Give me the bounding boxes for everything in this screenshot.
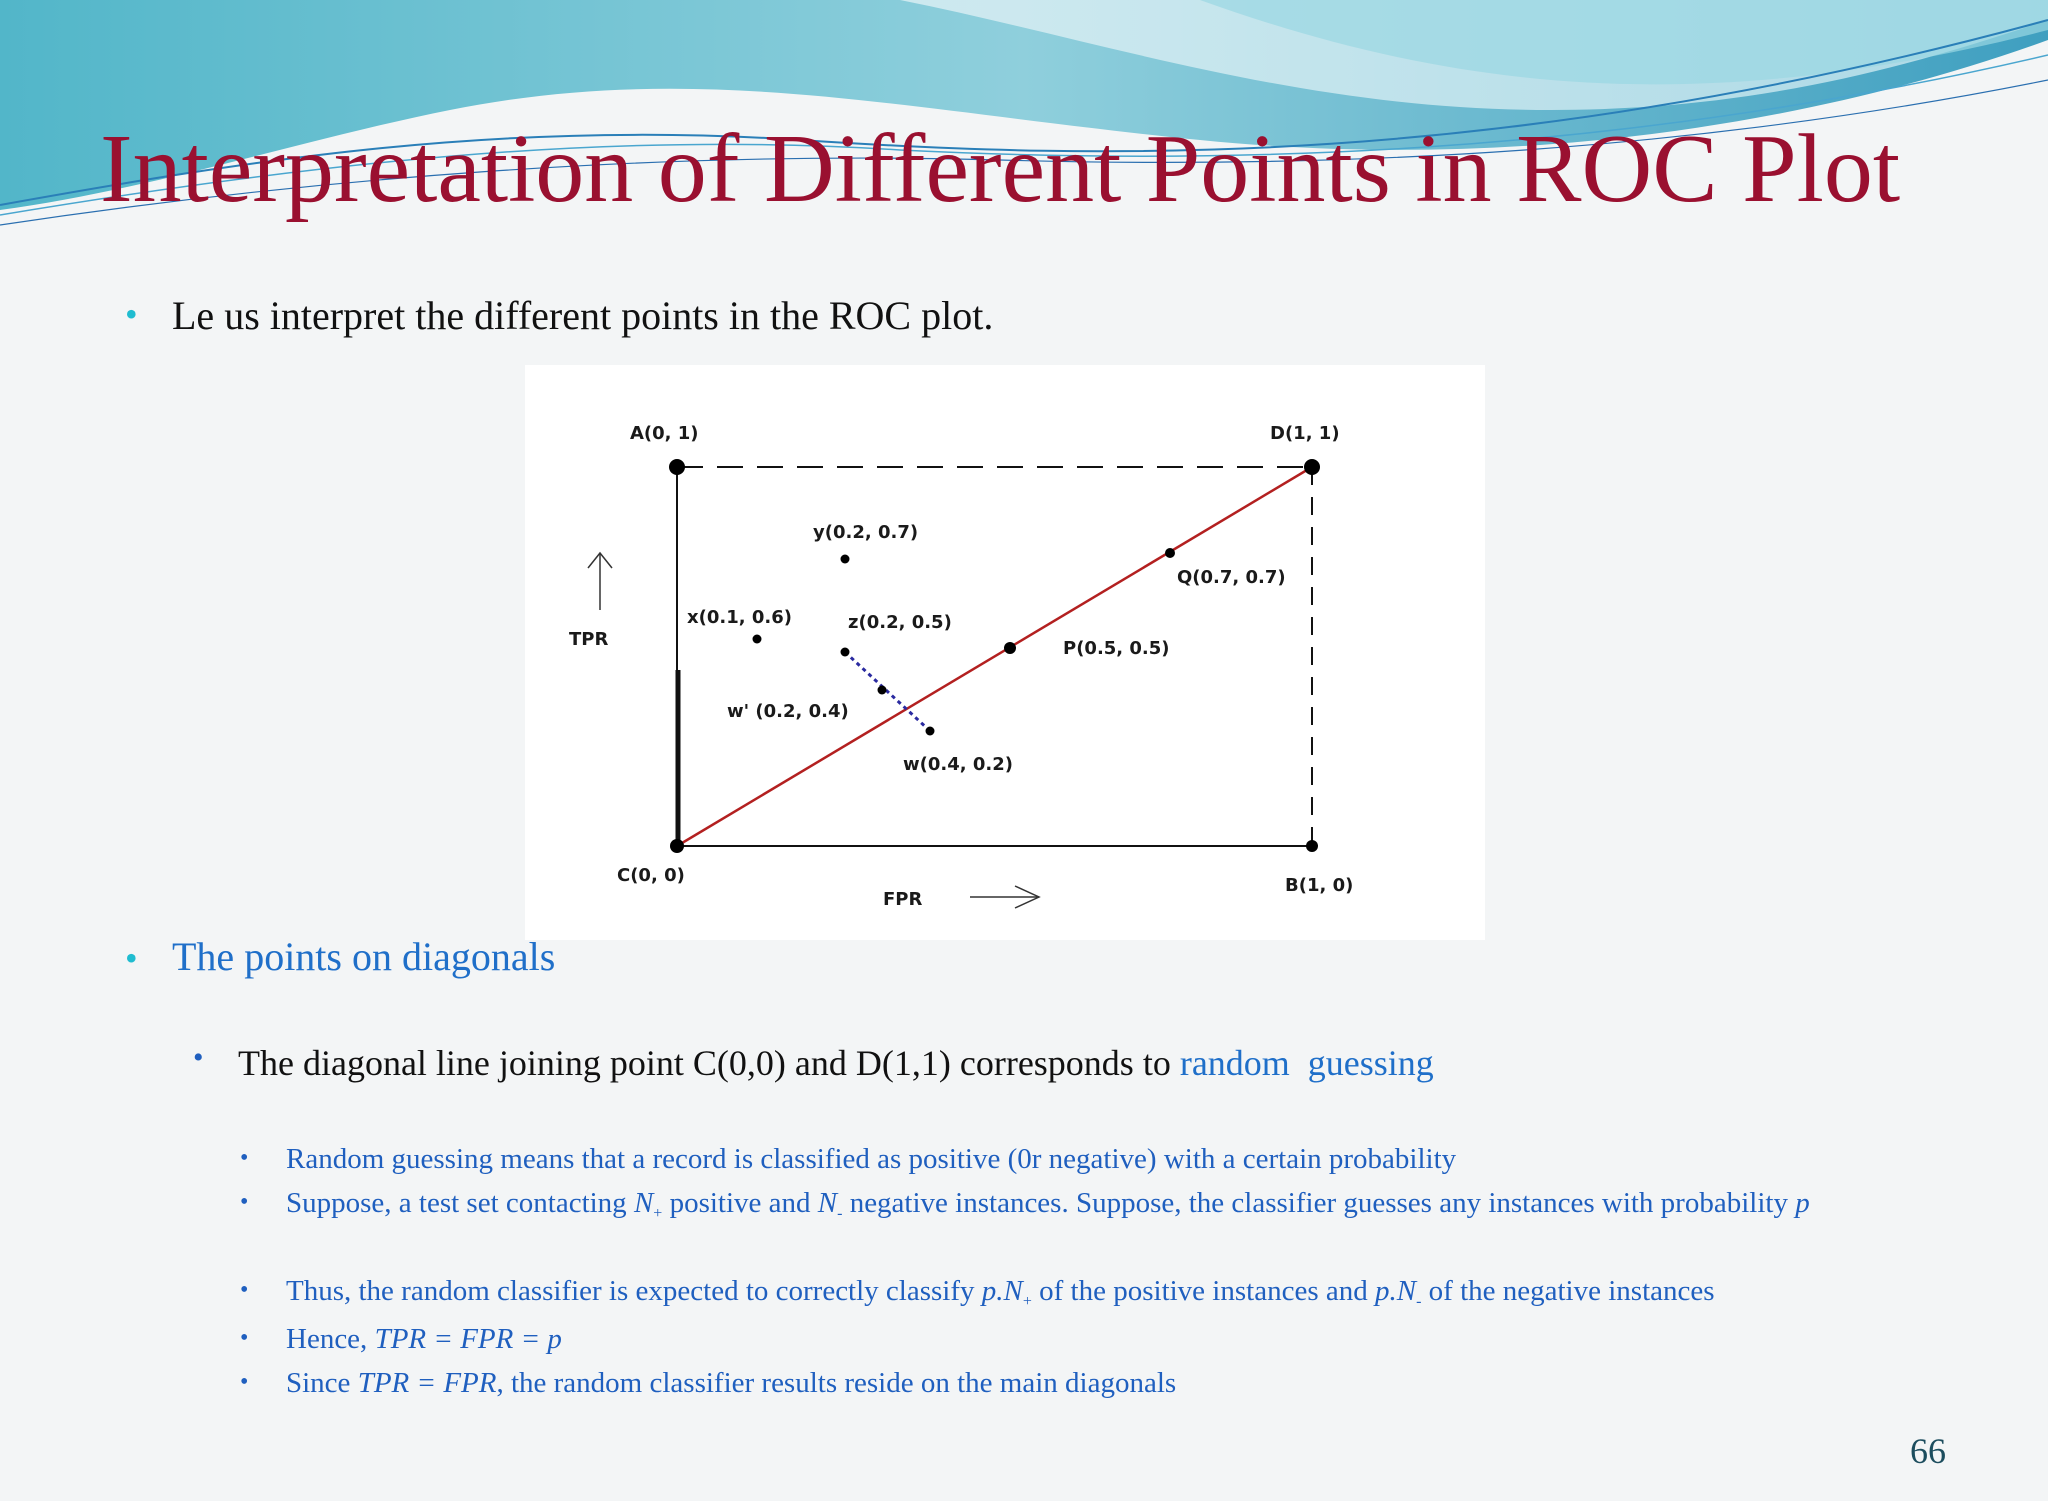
- label-tpr-axis: TPR: [569, 629, 609, 650]
- n-minus-symbol: N: [817, 1187, 838, 1219]
- label-point-c: C(0, 0): [617, 865, 685, 886]
- bullet-dot: •: [240, 1369, 249, 1395]
- sub-bullet-3-text-a: Thus, the random classifier is expected to correctly classify: [286, 1275, 982, 1307]
- bullet-dot: •: [125, 294, 138, 334]
- n-plus-symbol: N: [633, 1187, 654, 1219]
- point-q: [1165, 548, 1175, 558]
- sub-bullet-4: [286, 1318, 1886, 1360]
- label-point-p: P(0.5, 0.5): [1063, 638, 1170, 659]
- point-z: [841, 648, 850, 657]
- label-point-w: w(0.4, 0.2): [903, 754, 1013, 775]
- sub-bullet-5-text-a: Since: [286, 1367, 358, 1399]
- point-d: [1304, 459, 1320, 475]
- point-x: [753, 635, 762, 644]
- minus-subscript: -: [1416, 1293, 1422, 1310]
- bullet-dot: •: [240, 1189, 249, 1215]
- tpr-fpr-expression: TPR = FPR: [357, 1367, 497, 1399]
- plus-subscript: +: [653, 1205, 663, 1222]
- bullet-dot: •: [125, 938, 138, 978]
- intro-bullet-text: Le us interpret the different points in the ROC plot.: [172, 293, 994, 338]
- roc-diagram: [525, 365, 1485, 940]
- sub-bullet-4-text: Hence,: [286, 1323, 375, 1355]
- label-point-w-prime: w' (0.2, 0.4): [727, 701, 849, 722]
- sub-bullet-2-text-a: Suppose, a test set contacting: [286, 1187, 634, 1219]
- bullet-dot: •: [240, 1277, 249, 1303]
- sub-bullet-1: Random guessing means that a record is classified as positive (0r negative) with a certain probability: [286, 1143, 1457, 1175]
- point-b: [1306, 840, 1318, 852]
- diagonal-bullet-text: The diagonal line joining point C(0,0) and D(1,1) corresponds to: [238, 1043, 1180, 1083]
- sub-bullet-2-text-c: negative instances. Suppose, the classifier guesses any instances with probability: [842, 1187, 1796, 1219]
- point-w-prime: [878, 686, 887, 695]
- label-point-d: D(1, 1): [1270, 423, 1340, 444]
- p-symbol: p: [1795, 1187, 1810, 1219]
- plus-subscript: +: [1022, 1293, 1032, 1310]
- sub-bullet-3-text-c: of the negative instances: [1421, 1275, 1715, 1307]
- pn-plus-symbol: p.N: [981, 1275, 1023, 1307]
- bullet-dot: •: [193, 1041, 204, 1074]
- sub-bullet-3-text-b: of the positive instances and: [1031, 1275, 1375, 1307]
- sub-bullet-2-text-b: positive and: [662, 1187, 818, 1219]
- point-w: [926, 727, 935, 736]
- label-point-b: B(1, 0): [1285, 875, 1354, 896]
- label-point-y: y(0.2, 0.7): [813, 522, 919, 543]
- label-point-z: z(0.2, 0.5): [848, 612, 952, 633]
- page-number: 66: [1910, 1431, 1946, 1471]
- point-p: [1004, 642, 1016, 654]
- section-heading: The points on diagonals: [172, 934, 556, 979]
- sub-bullet-5-text-b: , the random classifier results reside on the main diagonals: [496, 1367, 1177, 1399]
- diagram-background: [525, 365, 1485, 940]
- sub-bullet-3: [286, 1270, 1906, 1313]
- pn-minus-symbol: p.N: [1374, 1275, 1417, 1307]
- sub-bullet-2: [286, 1182, 1826, 1225]
- label-point-a: A(0, 1): [630, 423, 699, 444]
- random-guessing-highlight: random guessing: [1179, 1043, 1434, 1083]
- tpr-fpr-p-expression: TPR = FPR = p: [374, 1323, 562, 1355]
- bullet-dot: •: [240, 1325, 249, 1351]
- diagonal-bullet: [238, 1045, 1434, 1081]
- label-point-q: Q(0.7, 0.7): [1177, 567, 1286, 588]
- point-y: [841, 555, 850, 564]
- point-a: [669, 459, 685, 475]
- minus-subscript: -: [837, 1205, 843, 1222]
- bullet-dot: •: [240, 1145, 249, 1171]
- slide-title: Interpretation of Different Points in ROC Plot: [100, 115, 1901, 223]
- label-point-x: x(0.1, 0.6): [687, 607, 792, 628]
- point-c: [670, 839, 684, 853]
- label-fpr-axis: FPR: [883, 889, 923, 910]
- sub-bullet-5: [286, 1362, 1886, 1404]
